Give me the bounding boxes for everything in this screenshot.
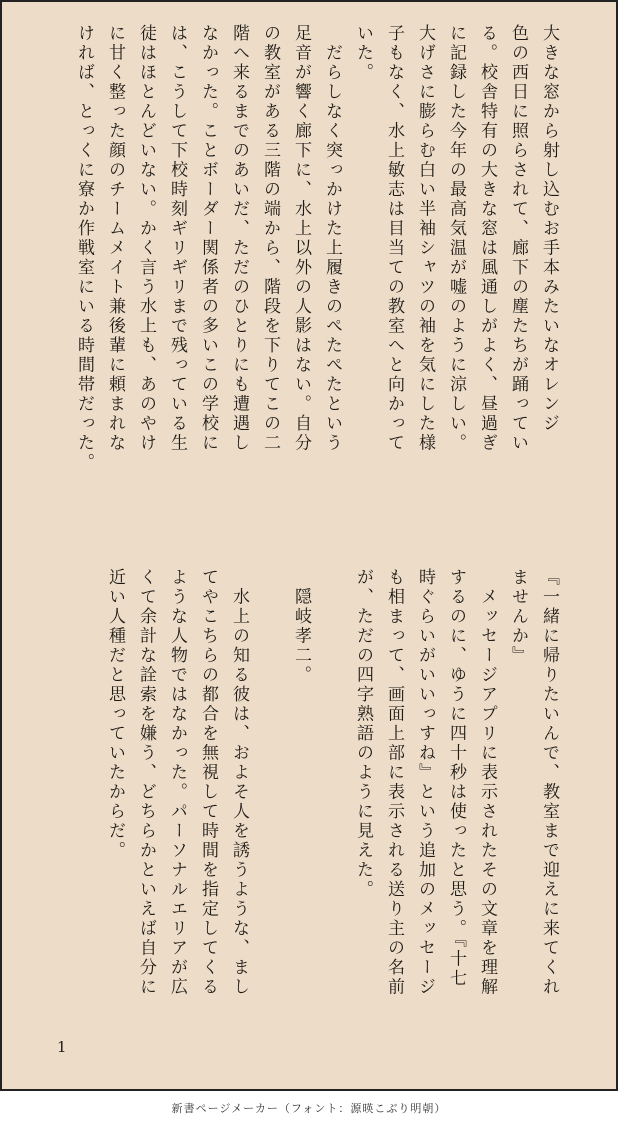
text-line: いた。 xyxy=(353,24,373,83)
text-line: ませんか』 xyxy=(508,568,528,666)
text-line: 大きな窓から射し込むお手本みたいなオレンジ xyxy=(539,24,559,434)
text-line: に甘く整った顔のチームメイト兼後輩に頼まれな xyxy=(105,24,125,453)
text-line: 徒はほとんどいない。かく言う水上も、あのやけ xyxy=(136,24,156,453)
text-line: ような人物ではなかった。パーソナルエリアが広 xyxy=(167,568,187,997)
blank-line xyxy=(254,568,285,997)
text-line: 階へ来るまでのあいだ、ただのひとりにも遭遇し xyxy=(229,24,249,453)
text-line: なかった。ことボーダー関係者の多いこの学校に xyxy=(198,24,218,453)
text-line: 近い人種だと思っていたからだ。 xyxy=(105,568,125,861)
text-line: に記録した今年の最高気温が嘘のように涼しい。 xyxy=(446,24,466,453)
text-line: 隠岐孝二。 xyxy=(291,568,311,685)
text-line: の教室がある三階の端から、階段を下りてこの二 xyxy=(260,24,280,453)
text-line: 水上の知る彼は、およそ人を誘うような、まし xyxy=(229,568,249,997)
blank-line xyxy=(316,568,347,997)
text-line: が、ただの四字熟語のように見えた。 xyxy=(353,568,373,900)
footer-credit: 新書ページメーカー（フォント：源暎こぶり明朝） xyxy=(171,1102,447,1115)
text-line: てやこちらの都合を無視して時間を指定してくる xyxy=(198,568,218,997)
text-line: 色の西日に照らされて、廊下の塵たちが踊ってい xyxy=(508,24,528,453)
text-line: 大げさに膨らむ白い半袖シャツの袖を気にした様 xyxy=(415,24,435,453)
text-line: る。校舎特有の大きな窓は風通しがよく、昼過ぎ xyxy=(477,24,497,453)
text-line: も相まって、画面上部に表示される送り主の名前 xyxy=(384,568,404,997)
text-line: くて余計な詮索を嫌う、どちらかといえば自分に xyxy=(136,568,156,997)
text-line: 時ぐらいがいいっすね』という追加のメッセージ xyxy=(415,568,435,997)
text-line: は、こうして下校時刻ギリギリまで残っている生 xyxy=(167,24,187,453)
text-line: 『一緒に帰りたいんで、教室まで迎えに来てくれ xyxy=(539,568,559,997)
text-line: だらしなく突っかけた上履きのぺたぺたという xyxy=(322,24,342,453)
text-line: ければ、とっくに寮か作戦室にいる時間帯だった。 xyxy=(74,24,94,473)
text-line: するのに、ゆうに四十秒は使ったと思う。『十七 xyxy=(446,568,466,989)
text-block-top xyxy=(68,24,564,473)
text-line: メッセージアプリに表示されたその文章を理解 xyxy=(477,568,497,997)
text-line: 足音が響く廊下に、水上以外の人影はない。自分 xyxy=(291,24,311,453)
page-number: 1 xyxy=(57,1038,67,1056)
text-line: 子もなく、水上敏志は目当ての教室へと向かって xyxy=(384,24,404,453)
text-block-bottom xyxy=(99,568,564,997)
